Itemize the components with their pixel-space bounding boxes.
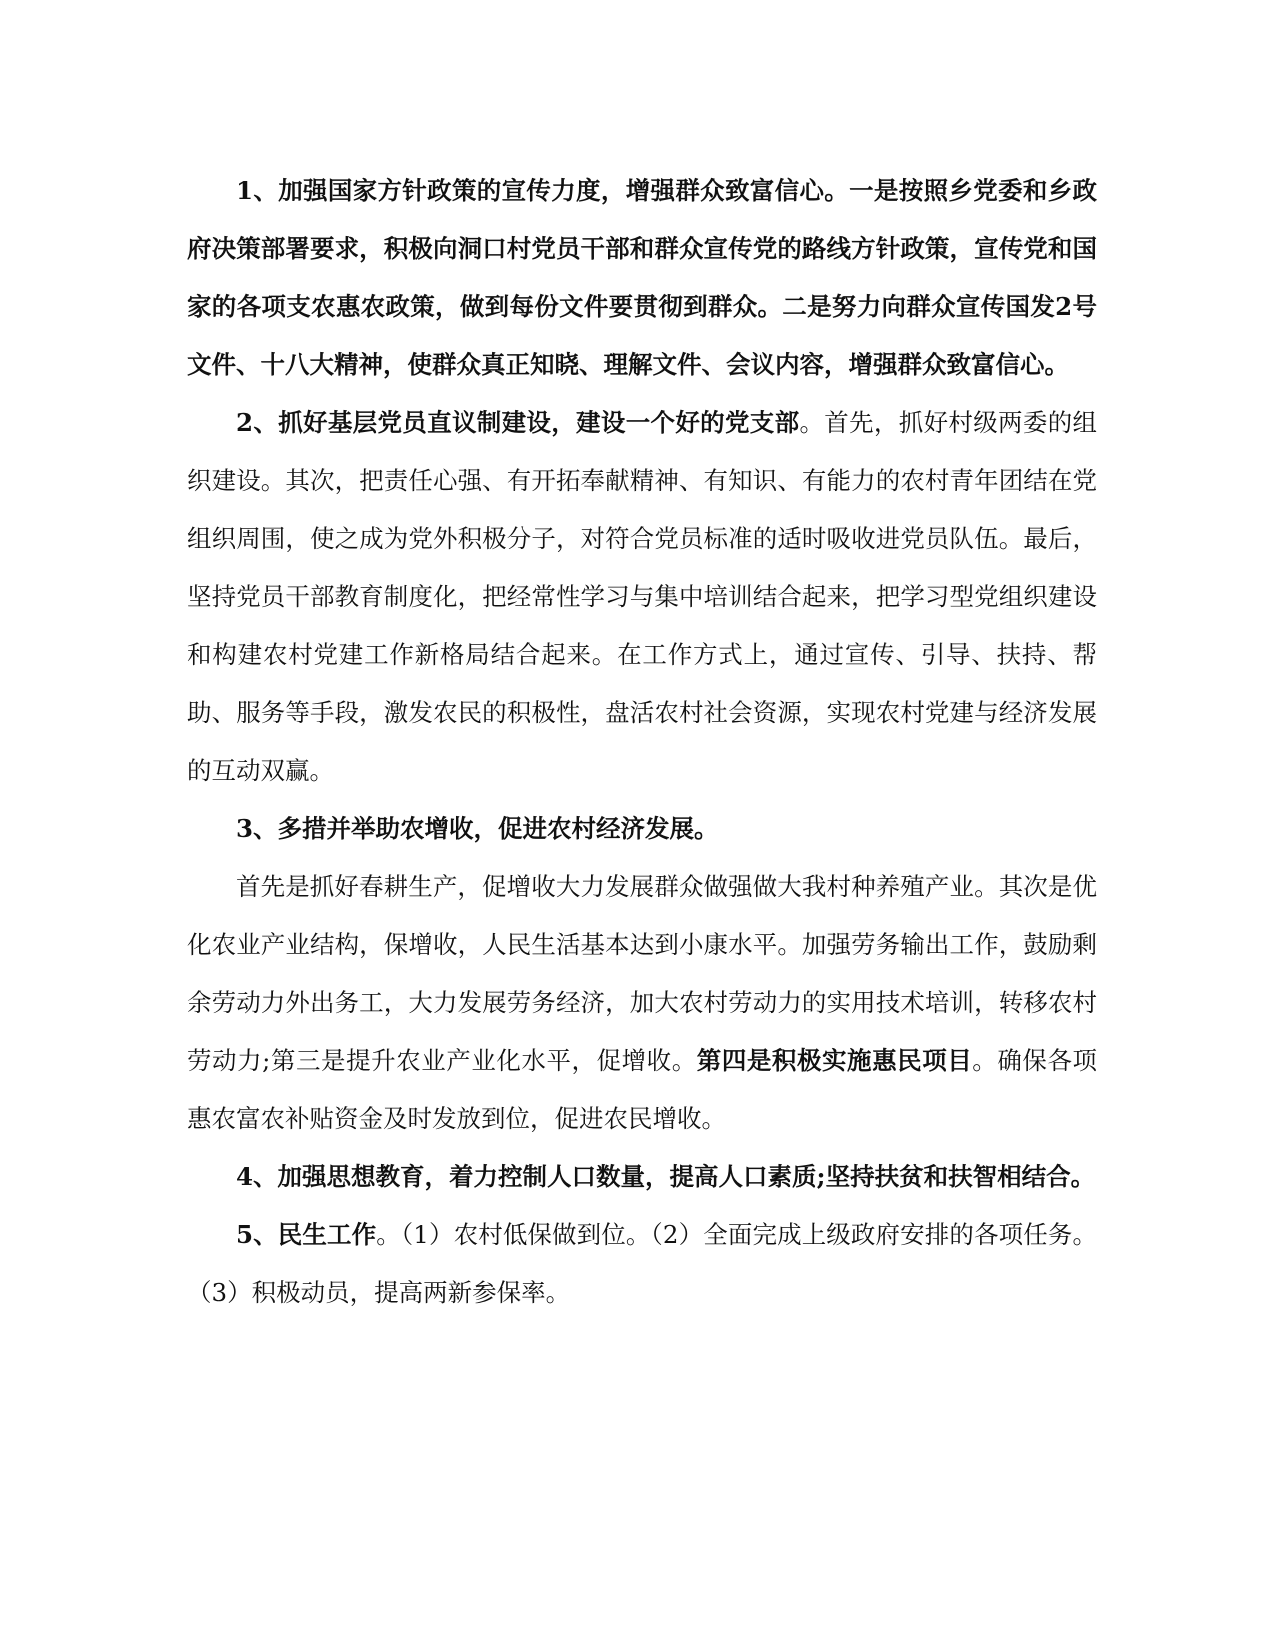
paragraph-1	[187, 162, 1097, 394]
paragraph-6-heading: 5、民生工作	[236, 1220, 377, 1249]
paragraph-4-body-a: 首先是抓好春耕生产，促增收大力发展群众做强做大我村种养殖产业。其次是优化农业产业结构，保增收，人民生活基本达到小康水平。加强劳务输出工作，鼓励剩余劳动力外出务工，大力发展劳务经济，加大农村劳动力的实用技术培训，转移农村劳动力;第三是提升农业产业化水平，促增收。	[187, 872, 1097, 1075]
paragraph-6	[187, 1206, 1097, 1322]
paragraph-6-body: 。（1）农村低保做到位。（2）全面完成上级政府安排的各项任务。（3）积极动员，提高两新参保率。	[187, 1220, 1097, 1307]
paragraph-5	[187, 1148, 1097, 1206]
paragraph-3	[187, 800, 1097, 858]
paragraph-4-body-b: 。确保各项惠农富农补贴资金及时发放到位，促进农民增收。	[187, 1046, 1097, 1133]
paragraph-1-bold-text: 1、加强国家方针政策的宣传力度，增强群众致富信心。一是按照乡党委和乡政府决策部署要求，积极向洞口村党员干部和群众宣传党的路线方针政策，宣传党和国家的各项支农惠农政策，做到每份文件要贯彻到群众。二是努力向群众宣传国发2号文件、十八大精神，使群众真正知晓、理解文件、会议内容，增强群众致富信心。	[187, 176, 1097, 379]
paragraph-4	[187, 858, 1097, 1148]
paragraph-4-bold-phrase: 第四是积极实施惠民项目	[696, 1046, 973, 1075]
document-body	[187, 162, 1097, 1322]
paragraph-5-heading: 4、加强思想教育，着力控制人口数量，提高人口素质;坚持扶贫和扶智相结合。	[236, 1162, 1096, 1191]
paragraph-2-body: 。首先，抓好村级两委的组织建设。其次，把责任心强、有开拓奉献精神、有知识、有能力的农村青年团结在党组织周围，使之成为党外积极分子，对符合党员标准的适时吸收进党员队伍。最后，坚持党员干部教育制度化，把经常性学习与集中培训结合起来，把学习型党组织建设和构建农村党建工作新格局结合起来。在工作方式上，通过宣传、引导、扶持、帮助、服务等手段，激发农民的积极性，盘活农村社会资源，实现农村党建与经济发展的互动双赢。	[187, 408, 1098, 785]
paragraph-2-heading: 2、抓好基层党员直议制建设，建设一个好的党支部	[236, 408, 800, 437]
paragraph-3-heading: 3、多措并举助农增收，促进农村经济发展。	[236, 814, 719, 843]
paragraph-2	[187, 394, 1097, 800]
